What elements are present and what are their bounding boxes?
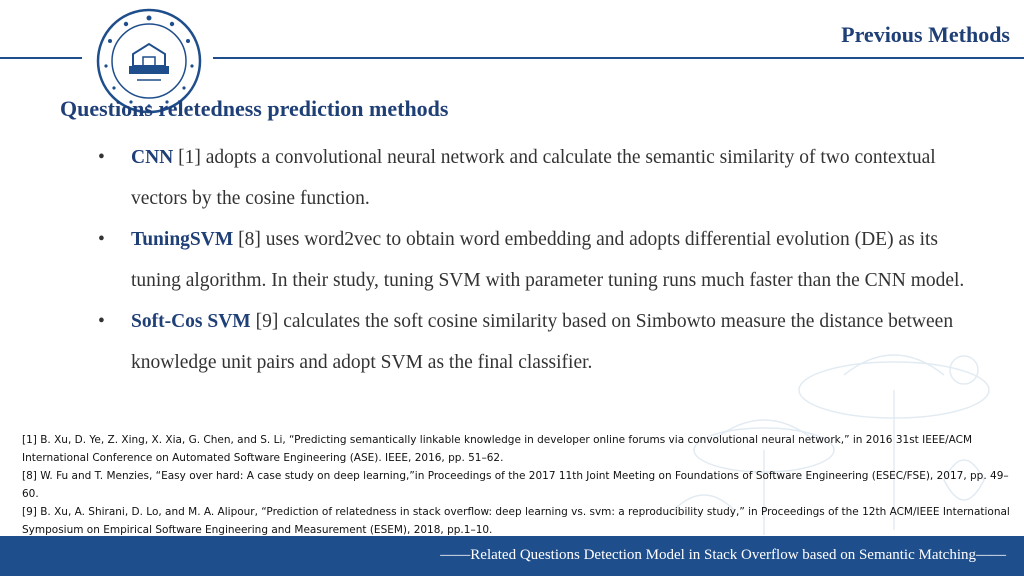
slide-heading: Questions reletedness prediction methods — [60, 96, 449, 121]
citation-ref: [1] — [178, 147, 201, 168]
bullet-icon: • — [98, 147, 105, 168]
reference-item: [1] B. Xu, D. Ye, Z. Xing, X. Xia, G. Chen, and S. Li, “Predicting semantically linkable knowledge in developer online forums via convolutional neural network,” in 2016 31st IEEE/ACM International Conference on Automated Software Engineering (ASE). IEEE, 2016, pp. 51–62. — [22, 434, 973, 464]
list-item — [90, 301, 990, 383]
header-rule-left — [0, 57, 82, 59]
citation-ref: [8] — [238, 229, 261, 250]
methods-list — [90, 137, 990, 383]
method-description: calculates the soft cosine similarity based on Simbowto measure the distance between knowledge unit pairs and adopt SVM as the final classifier. — [131, 311, 954, 373]
footer-bar — [0, 536, 1024, 576]
method-description: adopts a convolutional neural network and calculate the semantic similarity of two contextual vectors by the cosine function. — [131, 147, 936, 209]
bullet-icon: • — [98, 311, 105, 332]
header-rule-right — [213, 57, 1024, 59]
method-description: uses word2vec to obtain word embedding and adopts differential evolution (DE) as its tuning algorithm. In their study, tuning SVM with parameter tuning runs much faster than the CNN model. — [131, 229, 965, 291]
reference-item: [8] W. Fu and T. Menzies, “Easy over hard: A case study on deep learning,”in Proceedings of the 2017 11th Joint Meeting on Foundations of Software Engineering (ESEC/FSE), 2017, pp. 49–60. — [22, 470, 1009, 500]
section-title: Previous Methods — [841, 22, 1010, 47]
bullet-icon: • — [98, 229, 105, 250]
method-name: Soft-Cos SVM — [131, 311, 251, 332]
method-name: TuningSVM — [131, 229, 234, 250]
list-item — [90, 137, 990, 219]
reference-item: [9] B. Xu, A. Shirani, D. Lo, and M. A. Alipour, “Prediction of relatedness in stack overflow: deep learning vs. svm: a reproducibility study,” in Proceedings of the 12th ACM/IEEE International Symposium on Empirical Software Engineering and Measurement (ESEM), 2018, pp.1–10. — [22, 506, 1010, 536]
footer-text: ——Related Questions Detection Model in Stack Overflow based on Semantic Matching—— — [440, 547, 1006, 563]
citation-ref: [9] — [255, 311, 279, 332]
list-item — [90, 219, 990, 301]
references-block — [22, 431, 1012, 539]
method-name: CNN — [131, 147, 174, 168]
